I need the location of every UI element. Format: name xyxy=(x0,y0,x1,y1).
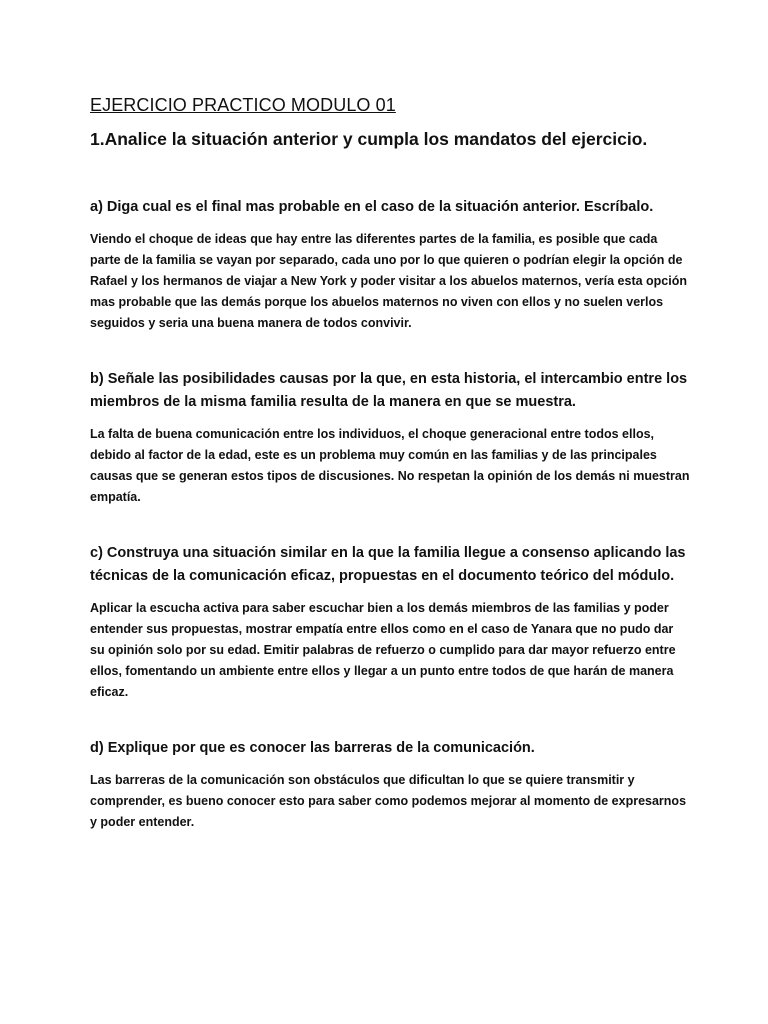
section-d xyxy=(90,737,690,833)
document-page xyxy=(90,95,690,867)
section-c xyxy=(90,542,690,703)
section-b xyxy=(90,368,690,508)
answer-text-a: Viendo el choque de ideas que hay entre las diferentes partes de la familia, es posible que cada parte de la familia se vayan por separado, cada uno por lo que quieren o podrían elegir la opción de Rafael y los hermanos de viajar a New York y poder visitar a los abuelos maternos, vería esta opción mas probable que las demás porque los abuelos maternos no viven con ellos y no suelen verlos seguidos y seria una buena manera de todos convivir. xyxy=(90,232,687,330)
question-heading-a: a) Diga cual es el final mas probable en el caso de la situación anterior. Escríbalo. xyxy=(90,199,654,215)
answer-text-c: Aplicar la escucha activa para saber escuchar bien a los demás miembros de las familias y poder entender sus propuestas, mostrar empatía entre ellos como en el caso de Yanara que no pudo dar su opinión solo por su edad. Emitir palabras de refuerzo o cumplido para dar mayor refuerzo entre ellos, fomentando un ambiente entre ellos y llegar a un punto entre todos de que harán de manera eficaz. xyxy=(90,601,676,699)
question-heading-d: d) Explique por que es conocer las barreras de la comunicación. xyxy=(90,740,535,756)
answer-text-d: Las barreras de la comunicación son obstáculos que dificultan lo que se quiere transmitir y comprender, es bueno conocer esto para saber como podemos mejorar al momento de expresarnos y poder entender. xyxy=(90,773,687,829)
question-heading-c: c) Construya una situación similar en la que la familia llegue a consenso aplicando las técnicas de la comunicación eficaz, propuestas en el documento teórico del módulo. xyxy=(90,545,686,584)
section-a xyxy=(90,196,690,334)
document-title: EJERCICIO PRACTICO MODULO 01 xyxy=(90,95,396,115)
answer-text-b: La falta de buena comunicación entre los individuos, el choque generacional entre todos ellos, debido al factor de la edad, este es un problema muy común en las familias y de las principales causas que se generan estos tipos de discusiones. No respetan la opinión de los demás ni muestran empatía. xyxy=(90,427,690,504)
document-subtitle: 1.Analice la situación anterior y cumpla los mandatos del ejercicio. xyxy=(90,129,648,149)
question-heading-b: b) Señale las posibilidades causas por la que, en esta historia, el intercambio entre los miembros de la misma familia resulta de la manera en que se muestra. xyxy=(90,371,688,410)
